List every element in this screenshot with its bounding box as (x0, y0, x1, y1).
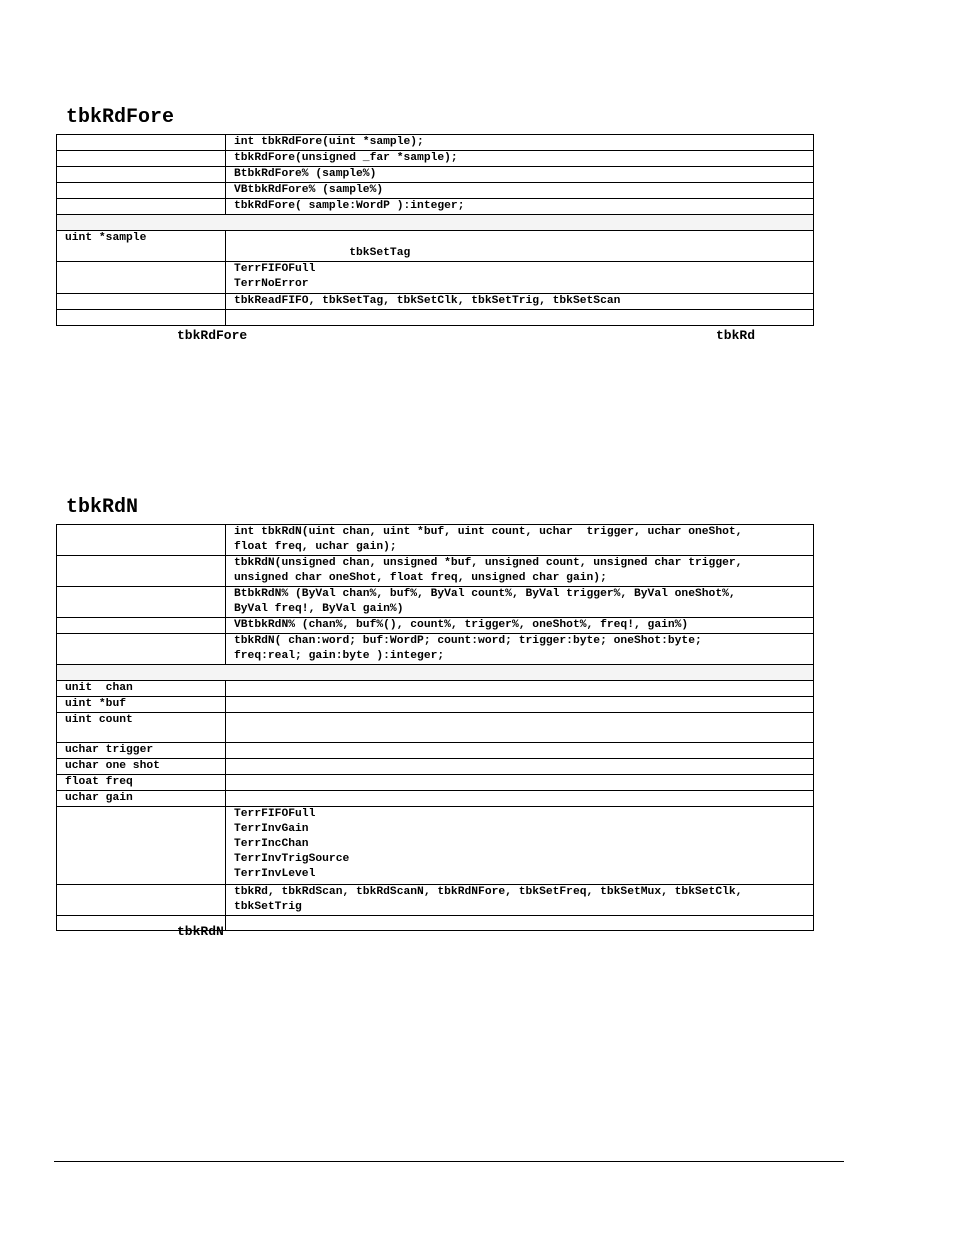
param-name: uchar one shot (57, 759, 226, 775)
param-description (226, 681, 814, 697)
table-row-label (57, 885, 226, 916)
table-row-label (57, 167, 226, 183)
table-row-label (57, 310, 226, 326)
basic-prototype: BtbkRdFore% (sample%) (226, 167, 814, 183)
cpp-prototype: tbkRdFore(unsigned _far *sample); (226, 151, 814, 167)
parameters-header-row (57, 215, 814, 231)
return-values: TerrFIFOFull TerrNoError (226, 262, 814, 294)
table-row-label (57, 294, 226, 310)
tbkrdn-reference-table (56, 524, 814, 931)
table-row-label (57, 199, 226, 215)
table-row-label (57, 807, 226, 885)
table-row-label (57, 618, 226, 634)
parameters-header-row (57, 665, 814, 681)
pascal-prototype: tbkRdFore( sample:WordP ):integer; (226, 199, 814, 215)
table-row-label (57, 556, 226, 587)
see-also: tbkReadFIFO, tbkSetTag, tbkSetClk, tbkSetTrig, tbkSetScan (226, 294, 814, 310)
table-row-label (57, 262, 226, 294)
param-name: unit chan (57, 681, 226, 697)
param-description (226, 791, 814, 807)
section-title-tbkrdfore: tbkRdFore (66, 106, 175, 129)
param-name: uint *sample (57, 231, 226, 262)
param-name: uchar trigger (57, 743, 226, 759)
table-row-label (57, 135, 226, 151)
param-description (226, 743, 814, 759)
description-keyword: tbkRdN (177, 924, 224, 939)
vb-prototype: VBtbkRdN% (chan%, buf%(), count%, trigger%, oneShot%, freq!, gain%) (226, 618, 814, 634)
basic-prototype: BtbkRdN% (ByVal chan%, buf%, ByVal count%, ByVal trigger%, ByVal oneShot%, ByVal freq!, ByVal gain%) (226, 587, 814, 618)
program-references (226, 916, 814, 931)
pascal-prototype: tbkRdN( chan:word; buf:WordP; count:word; trigger:byte; oneShot:byte; freq:real; gain:byte ):integer; (226, 634, 814, 665)
program-references (226, 310, 814, 326)
description-keyword: tbkRd (716, 328, 756, 343)
description-keyword: tbkRdFore (177, 328, 248, 343)
table-row-label (57, 587, 226, 618)
param-description (226, 759, 814, 775)
footer-divider (54, 1161, 844, 1162)
param-description (226, 775, 814, 791)
param-name: uchar gain (57, 791, 226, 807)
param-description: tbkSetTag (226, 231, 814, 262)
table-row-label (57, 183, 226, 199)
param-description (226, 697, 814, 713)
c-prototype: int tbkRdN(uint chan, uint *buf, uint count, uchar trigger, uchar oneShot, float freq, uchar gain); (226, 525, 814, 556)
tbkrdfore-reference-table (56, 134, 814, 326)
table-row-label (57, 151, 226, 167)
see-also: tbkRd, tbkRdScan, tbkRdScanN, tbkRdNFore, tbkSetFreq, tbkSetMux, tbkSetClk, tbkSetTrig (226, 885, 814, 916)
section-title-tbkrdn: tbkRdN (66, 496, 139, 519)
return-values: TerrFIFOFull TerrInvGain TerrIncChan TerrInvTrigSource TerrInvLevel (226, 807, 814, 885)
param-name: uint count (57, 713, 226, 743)
param-name: uint *buf (57, 697, 226, 713)
c-prototype: int tbkRdFore(uint *sample); (226, 135, 814, 151)
param-description (226, 713, 814, 743)
table-row-label (57, 525, 226, 556)
vb-prototype: VBtbkRdFore% (sample%) (226, 183, 814, 199)
cpp-prototype: tbkRdN(unsigned chan, unsigned *buf, unsigned count, unsigned char trigger, unsigned char oneShot, float freq, unsigned char gain); (226, 556, 814, 587)
table-row-label (57, 634, 226, 665)
param-name: float freq (57, 775, 226, 791)
